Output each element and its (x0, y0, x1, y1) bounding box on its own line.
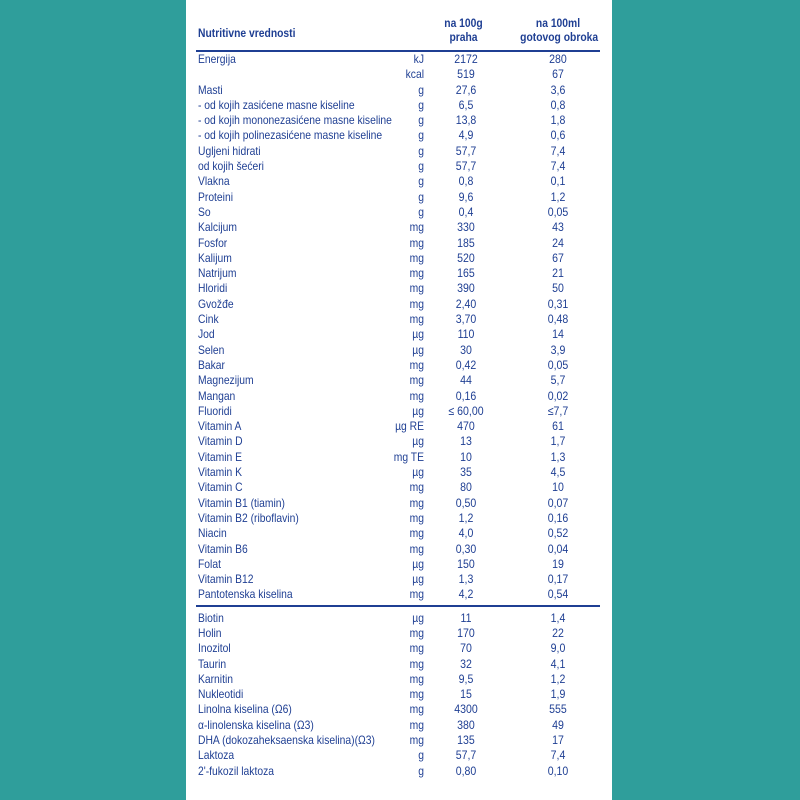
value-per-100ml: 4,5 (550, 465, 566, 480)
nutrient-unit: mg (409, 357, 424, 372)
value-per-100g: 150 (457, 556, 475, 571)
nutrient-name: Cink (198, 312, 219, 327)
nutrient-name: Pantotenska kiselina (198, 587, 293, 602)
value-per-100ml: 0,17 (547, 572, 569, 587)
nutrient-name: So (198, 204, 211, 219)
value-per-100g: 80 (460, 480, 472, 495)
value-per-100g: 57,7 (455, 159, 477, 174)
value-per-100ml: 67 (552, 250, 564, 265)
nutrient-name: Vitamin B2 (riboflavin) (198, 510, 299, 525)
nutrient-name: Holin (198, 625, 222, 640)
table-row (196, 611, 600, 626)
nutrient-name: Laktoza (198, 748, 235, 763)
value-per-100ml: 7,4 (550, 143, 566, 158)
nutrient-name: Niacin (198, 526, 227, 541)
nutrient-group-additional (196, 611, 600, 779)
value-per-100ml: 67 (552, 67, 564, 82)
nutrient-name: 2'-fukozil laktoza (198, 763, 274, 778)
value-per-100ml: 1,8 (550, 113, 566, 128)
value-per-100ml: 9,0 (550, 641, 566, 656)
table-row (196, 557, 600, 572)
nutrient-name: - od kojih mononezasićene masne kiseline (198, 113, 392, 128)
nutrient-unit: µg (412, 610, 424, 625)
table-row (196, 419, 600, 434)
nutrient-unit: mg (409, 717, 424, 732)
value-per-100g: 0,42 (455, 357, 477, 372)
table-row (196, 327, 600, 342)
value-per-100ml: 19 (552, 556, 564, 571)
table-row (196, 373, 600, 388)
nutrient-unit: g (418, 113, 424, 128)
nutrient-name: Vitamin B1 (tiamin) (198, 495, 285, 510)
table-row (196, 657, 600, 672)
value-per-100g: 4,0 (458, 526, 474, 541)
nutrient-unit: µg RE (395, 419, 424, 434)
nutrient-name: Vitamin E (198, 449, 242, 464)
table-row (196, 496, 600, 511)
value-per-100g: 390 (457, 281, 475, 296)
table-row (196, 764, 600, 779)
nutrient-unit: g (418, 763, 424, 778)
nutrient-unit: µg (412, 556, 424, 571)
table-row (196, 98, 600, 113)
value-per-100g: 0,8 (458, 174, 474, 189)
nutrient-name: Magnezijum (198, 373, 254, 388)
nutrient-name: Folat (198, 556, 221, 571)
nutrient-name: Masti (198, 82, 223, 97)
nutrient-unit: mg (409, 687, 424, 702)
value-per-100ml: 22 (552, 625, 564, 640)
table-row (196, 144, 600, 159)
value-per-100g: 330 (457, 220, 475, 235)
value-per-100g: 9,5 (458, 671, 474, 686)
value-per-100g: 520 (457, 250, 475, 265)
table-row (196, 587, 600, 602)
nutrient-unit: mg (409, 235, 424, 250)
value-per-100ml: 1,4 (550, 610, 566, 625)
value-per-100g: 185 (457, 235, 475, 250)
nutrient-name: Vitamin A (198, 419, 242, 434)
nutrient-unit: mg (409, 495, 424, 510)
table-row (196, 626, 600, 641)
value-per-100ml: 10 (552, 480, 564, 495)
table-row (196, 641, 600, 656)
nutrient-name: Karnitin (198, 671, 233, 686)
nutrient-unit: mg (409, 296, 424, 311)
nutrient-unit: g (418, 174, 424, 189)
nutrient-name: Gvožđe (198, 296, 234, 311)
value-per-100ml: 7,4 (550, 159, 566, 174)
nutrient-name: Energija (198, 52, 236, 66)
nutrient-unit: mg (409, 541, 424, 556)
nutrient-name: Inozitol (198, 641, 231, 656)
table-row (196, 83, 600, 98)
value-per-100ml: 1,3 (550, 449, 566, 464)
nutrient-name: Biotin (198, 610, 224, 625)
value-per-100ml: 7,4 (550, 748, 566, 763)
value-per-100g: 13,8 (455, 113, 477, 128)
col1-line2: praha (449, 30, 478, 44)
table-row (196, 748, 600, 763)
table-header (196, 14, 600, 52)
nutrient-unit: µg (412, 465, 424, 480)
nutrient-name: Vitamin B6 (198, 541, 248, 556)
nutrient-name: Vitamin D (198, 434, 243, 449)
nutrient-unit: µg (412, 327, 424, 342)
value-per-100ml: 5,7 (550, 373, 566, 388)
nutrient-unit: mg (409, 373, 424, 388)
table-row (196, 251, 600, 266)
value-per-100ml: 43 (552, 220, 564, 235)
col2-line1: na 100ml (535, 16, 581, 30)
value-per-100ml: 555 (549, 702, 567, 717)
table-row (196, 542, 600, 557)
value-per-100g: 6,5 (458, 97, 474, 112)
value-per-100ml: 0,1 (550, 174, 566, 189)
table-row (196, 312, 600, 327)
nutrient-unit: mg (409, 388, 424, 403)
value-per-100g: 4300 (454, 702, 478, 717)
value-per-100ml: 21 (552, 266, 564, 281)
value-per-100g: 0,4 (458, 204, 474, 219)
value-per-100ml: 0,54 (547, 587, 569, 602)
col1-line1: na 100g (444, 16, 483, 30)
value-per-100ml: 0,10 (547, 763, 569, 778)
nutrition-panel (186, 0, 612, 800)
nutrient-unit: mg (409, 281, 424, 296)
table-row (196, 404, 600, 419)
value-per-100g: 3,70 (455, 312, 477, 327)
nutrient-unit: mg (409, 220, 424, 235)
value-per-100ml: 61 (552, 419, 564, 434)
nutrient-unit: g (418, 128, 424, 143)
table-row (196, 128, 600, 143)
value-per-100g: 0,80 (455, 763, 477, 778)
table-row (196, 526, 600, 541)
value-per-100g: 15 (460, 687, 472, 702)
value-per-100ml: 0,05 (547, 204, 569, 219)
value-per-100g: 35 (460, 465, 472, 480)
value-per-100ml: 0,31 (547, 296, 569, 311)
nutrient-name: Kalijum (198, 250, 232, 265)
nutrient-name: Vitamin B12 (198, 572, 254, 587)
value-per-100g: 2,40 (455, 296, 477, 311)
table-row (196, 465, 600, 480)
value-per-100ml: 50 (552, 281, 564, 296)
value-per-100g: 27,6 (455, 82, 477, 97)
nutrient-name: Vlakna (198, 174, 230, 189)
value-per-100g: 32 (460, 656, 472, 671)
nutrient-group-main (196, 52, 600, 603)
table-row (196, 220, 600, 235)
value-per-100ml: 280 (549, 52, 567, 66)
value-per-100g: 170 (457, 625, 475, 640)
nutrient-unit: mg (409, 480, 424, 495)
nutrient-name: Kalcijum (198, 220, 238, 235)
value-per-100ml: 4,1 (550, 656, 566, 671)
value-per-100g: 135 (457, 733, 475, 748)
value-per-100ml: 24 (552, 235, 564, 250)
value-per-100ml: 17 (552, 733, 564, 748)
value-per-100g: 1,3 (458, 572, 474, 587)
col2-line2: gotovog obroka (520, 30, 599, 44)
value-per-100ml: 1,2 (550, 671, 566, 686)
value-per-100ml: 49 (552, 717, 564, 732)
nutrient-unit: µg (412, 403, 424, 418)
nutrient-unit: g (418, 748, 424, 763)
column-header-per-100ml (520, 16, 599, 44)
value-per-100ml: 1,2 (550, 189, 566, 204)
nutrient-name: DHA (dokozaheksaenska kiselina)(Ω3) (198, 733, 375, 748)
nutrient-unit: µg (412, 434, 424, 449)
nutrient-unit: mg (409, 671, 424, 686)
nutrient-name: Vitamin C (198, 480, 243, 495)
nutrient-name: Hloridi (198, 281, 228, 296)
table-row (196, 174, 600, 189)
nutrient-unit: mg TE (393, 449, 424, 464)
value-per-100g: 57,7 (455, 143, 477, 158)
value-per-100ml: 1,9 (550, 687, 566, 702)
value-per-100g: 110 (457, 327, 475, 342)
nutrient-name: Proteini (198, 189, 233, 204)
value-per-100g: 70 (460, 641, 472, 656)
nutrient-name: Nukleotidi (198, 687, 244, 702)
value-per-100ml: 0,07 (547, 495, 569, 510)
nutrient-name: - od kojih zasićene masne kiseline (198, 97, 355, 112)
nutrient-name: Natrijum (198, 266, 237, 281)
table-row (196, 266, 600, 281)
nutrient-unit: µg (412, 342, 424, 357)
nutrient-name: Ugljeni hidrati (198, 143, 261, 158)
table-row (196, 297, 600, 312)
table-row (196, 190, 600, 205)
nutrient-name: - od kojih polinezasićene masne kiseline (198, 128, 383, 143)
table-row (196, 718, 600, 733)
table-row (196, 434, 600, 449)
table-title: Nutritivne vrednosti (198, 26, 296, 40)
nutrient-unit: mg (409, 266, 424, 281)
value-per-100ml: 0,16 (547, 510, 569, 525)
table-row (196, 702, 600, 717)
value-per-100g: 30 (460, 342, 472, 357)
value-per-100ml: 3,6 (550, 82, 566, 97)
value-per-100ml: 0,48 (547, 312, 569, 327)
value-per-100ml: ≤7,7 (547, 403, 569, 418)
nutrient-name: Selen (198, 342, 225, 357)
value-per-100g: 44 (460, 373, 472, 388)
table-row (196, 672, 600, 687)
nutrient-name: Fluoridi (198, 403, 232, 418)
table-row (196, 281, 600, 296)
table-row (196, 358, 600, 373)
nutrient-unit: kJ (413, 52, 424, 66)
section-divider (196, 605, 600, 607)
nutrient-name: Bakar (198, 357, 225, 372)
value-per-100g: 57,7 (455, 748, 477, 763)
table-row (196, 480, 600, 495)
table-row (196, 236, 600, 251)
value-per-100g: 11 (460, 610, 472, 625)
table-row (196, 687, 600, 702)
table-row (196, 389, 600, 404)
value-per-100g: 4,9 (458, 128, 474, 143)
value-per-100g: ≤ 60,00 (448, 403, 484, 418)
value-per-100g: 2172 (454, 52, 478, 66)
nutrient-unit: mg (409, 733, 424, 748)
value-per-100ml: 0,02 (547, 388, 569, 403)
table-row (196, 450, 600, 465)
table-row (196, 67, 600, 82)
value-per-100g: 4,2 (458, 587, 474, 602)
nutrient-name: Jod (198, 327, 215, 342)
nutrient-unit: g (418, 97, 424, 112)
value-per-100g: 519 (457, 67, 475, 82)
value-per-100g: 0,16 (455, 388, 477, 403)
nutrient-name: α-linolenska kiselina (Ω3) (198, 717, 314, 732)
nutrient-unit: g (418, 159, 424, 174)
value-per-100ml: 1,7 (550, 434, 566, 449)
table-row (196, 52, 600, 67)
nutrient-unit: mg (409, 641, 424, 656)
value-per-100g: 165 (457, 266, 475, 281)
value-per-100g: 380 (457, 717, 475, 732)
value-per-100g: 1,2 (458, 510, 474, 525)
table-row (196, 343, 600, 358)
column-header-per-100g (427, 16, 500, 44)
nutrient-unit: kcal (405, 67, 424, 82)
table-row (196, 113, 600, 128)
table-row (196, 572, 600, 587)
nutrient-name: Vitamin K (198, 465, 242, 480)
value-per-100g: 10 (460, 449, 472, 464)
value-per-100ml: 0,8 (550, 97, 566, 112)
value-per-100ml: 0,6 (550, 128, 566, 143)
value-per-100ml: 0,05 (547, 357, 569, 372)
value-per-100ml: 0,52 (547, 526, 569, 541)
nutrient-unit: mg (409, 702, 424, 717)
value-per-100g: 0,50 (455, 495, 477, 510)
nutrient-unit: mg (409, 656, 424, 671)
nutrient-unit: g (418, 82, 424, 97)
value-per-100ml: 0,04 (547, 541, 569, 556)
nutrient-unit: µg (412, 572, 424, 587)
nutrient-unit: mg (409, 587, 424, 602)
nutrient-unit: mg (409, 625, 424, 640)
table-row (196, 159, 600, 174)
table-row (196, 511, 600, 526)
value-per-100ml: 3,9 (550, 342, 566, 357)
nutrient-name: Fosfor (198, 235, 228, 250)
value-per-100g: 13 (460, 434, 472, 449)
value-per-100g: 9,6 (458, 189, 474, 204)
nutrient-unit: g (418, 189, 424, 204)
nutrient-unit: mg (409, 510, 424, 525)
nutrient-name: Linolna kiselina (Ω6) (198, 702, 292, 717)
table-row (196, 733, 600, 748)
value-per-100g: 0,30 (455, 541, 477, 556)
nutrient-unit: mg (409, 526, 424, 541)
value-per-100g: 470 (457, 419, 475, 434)
nutrient-name: Taurin (198, 656, 227, 671)
nutrient-unit: mg (409, 312, 424, 327)
table-row (196, 205, 600, 220)
nutrient-unit: g (418, 143, 424, 158)
nutrient-unit: mg (409, 250, 424, 265)
value-per-100ml: 14 (552, 327, 564, 342)
nutrient-name: od kojih šećeri (198, 159, 264, 174)
nutrient-unit: g (418, 204, 424, 219)
nutrition-table (196, 52, 600, 779)
nutrient-name: Mangan (198, 388, 236, 403)
